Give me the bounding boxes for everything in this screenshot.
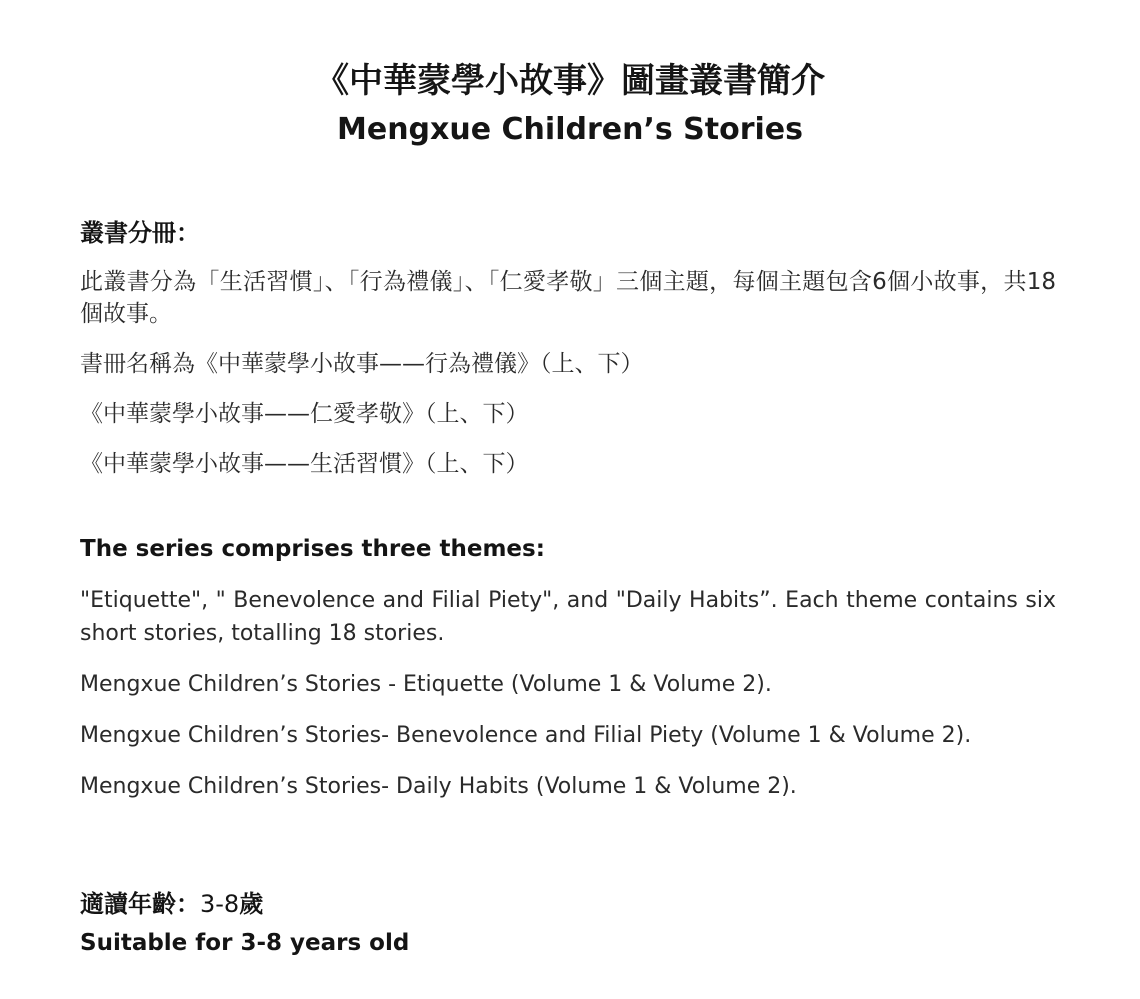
reading-age-section [80, 886, 1056, 960]
document-header [0, 58, 1140, 150]
volume-title-zh-benevolence: 《中華蒙學小故事——仁愛孝敬》（上、下） [80, 401, 529, 427]
volume-title-en-etiquette: Mengxue Children’s Stories - Etiquette (Volume 1 & Volume 2). [80, 672, 772, 697]
series-volumes-zh-heading: 叢書分冊： [80, 219, 200, 247]
page-title-en: Mengxue Children’s Stories [337, 112, 803, 147]
reading-age-label-zh: 適讀年齡： [80, 890, 200, 918]
series-description-zh: 此叢書分為「生活習慣」、「行為禮儀」、「仁愛孝敬」三個主題，每個主題包含6個小故事，共18個故事。 [80, 269, 1056, 327]
series-themes-en-heading: The series comprises three themes: [80, 536, 545, 562]
reading-age-unit-zh: 歲 [239, 890, 264, 918]
volume-title-en-benevolence: Mengxue Children’s Stories- Benevolence and Filial Piety (Volume 1 & Volume 2). [80, 723, 972, 748]
volume-title-en-daily-habits: Mengxue Children’s Stories- Daily Habits (Volume 1 & Volume 2). [80, 774, 797, 799]
reading-age-zh [80, 886, 1056, 922]
reading-age-range-zh: 3-8 [200, 890, 240, 918]
series-description-en: "Etiquette", " Benevolence and Filial Piety", and "Daily Habits”. Each theme contains six short stories, totalling 18 stories. [80, 588, 1056, 646]
series-volumes-zh-section [80, 216, 1056, 480]
volume-title-zh-daily-habits: 《中華蒙學小故事——生活習慣》（上、下） [80, 451, 529, 477]
volume-title-zh-etiquette: 書冊名稱為《中華蒙學小故事——行為禮儀》（上、下） [80, 351, 644, 377]
reading-age-en: Suitable for 3-8 years old [80, 930, 410, 956]
page-title-zh: 《中華蒙學小故事》圖畫叢書簡介 [315, 61, 825, 101]
series-themes-en-section [80, 532, 1056, 821]
